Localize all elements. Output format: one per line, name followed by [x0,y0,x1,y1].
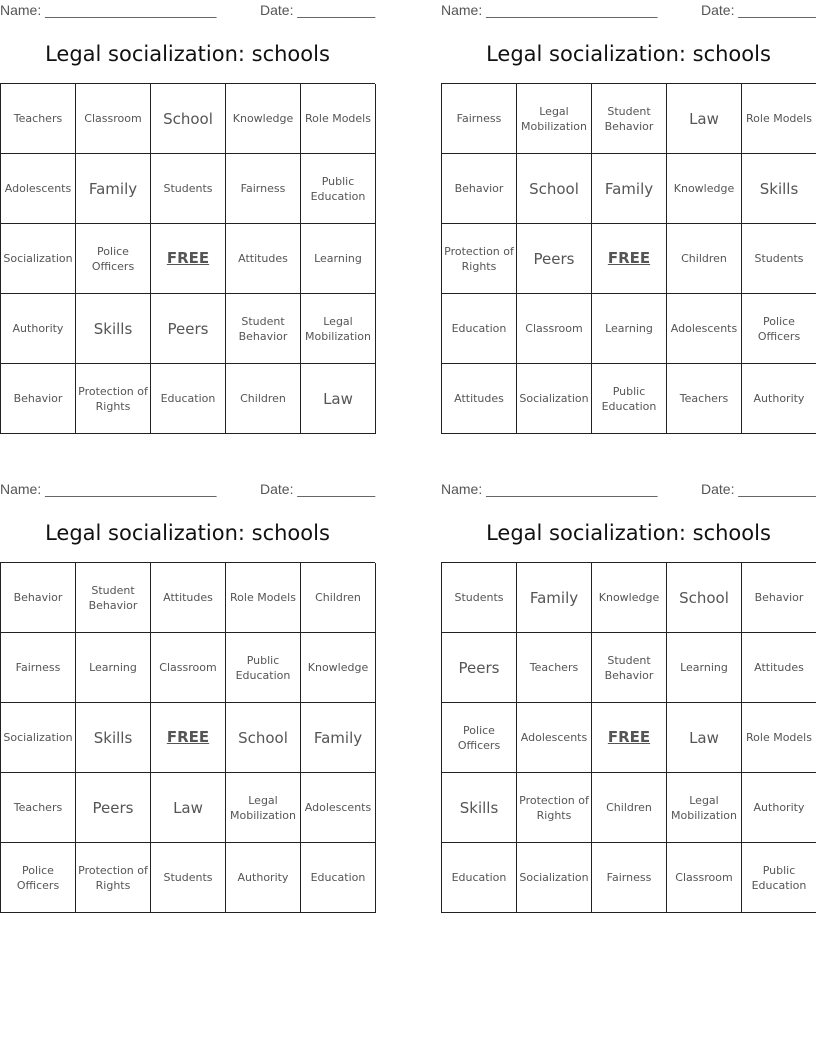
bingo-cell: Teachers [1,773,76,843]
card-title: Legal socialization: schools [45,521,330,545]
name-field: Name: ______________________ [441,2,658,18]
bingo-cell: School [667,563,742,633]
name-date-row [441,479,816,499]
name-field: Name: ______________________ [441,481,658,497]
date-field: Date: __________ [260,481,376,497]
bingo-cell: Protection of Rights [442,224,517,294]
bingo-cell: Socialization [1,224,76,294]
bingo-cell: Student Behavior [592,84,667,154]
bingo-cell: Public Education [226,633,301,703]
bingo-cell: Legal Mobilization [667,773,742,843]
name-date-row [441,0,816,20]
bingo-cell: Family [517,563,592,633]
date-field: Date: __________ [701,481,816,497]
bingo-cell: Skills [76,703,151,773]
bingo-cell: Role Models [226,563,301,633]
bingo-cell: Knowledge [226,84,301,154]
bingo-cell: Skills [742,154,816,224]
bingo-cell: Students [442,563,517,633]
bingo-cell: Legal Mobilization [517,84,592,154]
bingo-cell: Students [742,224,816,294]
bingo-cell: Adolescents [667,294,742,364]
bingo-cell: Learning [76,633,151,703]
bingo-cell: Adolescents [1,154,76,224]
bingo-cell: Skills [442,773,517,843]
bingo-cell: Teachers [517,633,592,703]
bingo-cell: Public Education [301,154,376,224]
bingo-cell: Attitudes [226,224,301,294]
bingo-card-1 [0,0,375,432]
bingo-cell: Socialization [517,843,592,913]
bingo-cell: Adolescents [301,773,376,843]
bingo-cell: Law [667,84,742,154]
bingo-cell: Classroom [517,294,592,364]
bingo-cell: Family [592,154,667,224]
bingo-cell: Attitudes [742,633,816,703]
bingo-cell: Knowledge [667,154,742,224]
bingo-cell: Protection of Rights [76,364,151,434]
bingo-cell: Teachers [1,84,76,154]
bingo-cell: Student Behavior [226,294,301,364]
card-title: Legal socialization: schools [486,521,771,545]
bingo-cell: Behavior [1,563,76,633]
bingo-cell: Fairness [226,154,301,224]
card-title: Legal socialization: schools [486,42,771,66]
bingo-cell: Role Models [301,84,376,154]
bingo-cell: Family [301,703,376,773]
bingo-cell: School [151,84,226,154]
bingo-cell: Public Education [592,364,667,434]
bingo-cell: Socialization [1,703,76,773]
bingo-cell: Fairness [1,633,76,703]
bingo-cell: Adolescents [517,703,592,773]
bingo-cell: School [517,154,592,224]
free-cell: FREE [151,703,226,773]
name-field: Name: ______________________ [0,481,217,497]
date-field: Date: __________ [701,2,816,18]
bingo-cell: Authority [742,773,816,843]
bingo-grid [0,562,375,913]
bingo-cell: Legal Mobilization [226,773,301,843]
bingo-cell: Classroom [667,843,742,913]
bingo-cell: Authority [1,294,76,364]
bingo-cell: Education [301,843,376,913]
bingo-grid [441,562,816,913]
bingo-cell: Legal Mobilization [301,294,376,364]
bingo-cell: Authority [742,364,816,434]
bingo-cell: Police Officers [76,224,151,294]
bingo-cell: Law [667,703,742,773]
bingo-cell: Law [151,773,226,843]
bingo-cell: Skills [76,294,151,364]
bingo-cell: Children [301,563,376,633]
free-cell: FREE [592,224,667,294]
bingo-cell: Police Officers [442,703,517,773]
bingo-cell: Police Officers [742,294,816,364]
bingo-cell: Education [151,364,226,434]
bingo-cell: Education [442,294,517,364]
bingo-cell: Behavior [442,154,517,224]
free-cell: FREE [151,224,226,294]
bingo-cell: Police Officers [1,843,76,913]
bingo-cell: Protection of Rights [517,773,592,843]
bingo-cell: Socialization [517,364,592,434]
bingo-cell: Student Behavior [592,633,667,703]
bingo-cell: Student Behavior [76,563,151,633]
bingo-cell: Education [442,843,517,913]
free-cell: FREE [592,703,667,773]
bingo-cell: Classroom [151,633,226,703]
bingo-cell: Students [151,843,226,913]
bingo-cell: Learning [592,294,667,364]
bingo-cell: Behavior [742,563,816,633]
bingo-cell: Children [226,364,301,434]
bingo-grid [441,83,816,434]
bingo-cell: Public Education [742,843,816,913]
name-field: Name: ______________________ [0,2,217,18]
bingo-cell: Knowledge [301,633,376,703]
bingo-cell: Students [151,154,226,224]
bingo-card-4 [441,479,816,911]
bingo-cell: Role Models [742,84,816,154]
bingo-cell: Attitudes [442,364,517,434]
bingo-cell: Role Models [742,703,816,773]
bingo-cell: Fairness [442,84,517,154]
name-date-row [0,479,375,499]
bingo-card-2 [441,0,816,432]
bingo-cell: Fairness [592,843,667,913]
bingo-cell: Peers [76,773,151,843]
bingo-cell: Children [667,224,742,294]
bingo-cell: Teachers [667,364,742,434]
bingo-cell: Law [301,364,376,434]
card-title: Legal socialization: schools [45,42,330,66]
bingo-grid [0,83,375,434]
date-field: Date: __________ [260,2,376,18]
name-date-row [0,0,375,20]
bingo-cell: Peers [517,224,592,294]
bingo-cell: Peers [151,294,226,364]
bingo-cell: Authority [226,843,301,913]
bingo-cell: Attitudes [151,563,226,633]
bingo-cell: Learning [667,633,742,703]
bingo-cell: Behavior [1,364,76,434]
bingo-cell: Classroom [76,84,151,154]
bingo-card-3 [0,479,375,911]
bingo-cell: Peers [442,633,517,703]
bingo-cell: Children [592,773,667,843]
bingo-cell: Learning [301,224,376,294]
bingo-cell: Knowledge [592,563,667,633]
bingo-cell: School [226,703,301,773]
bingo-cell: Protection of Rights [76,843,151,913]
bingo-cell: Family [76,154,151,224]
